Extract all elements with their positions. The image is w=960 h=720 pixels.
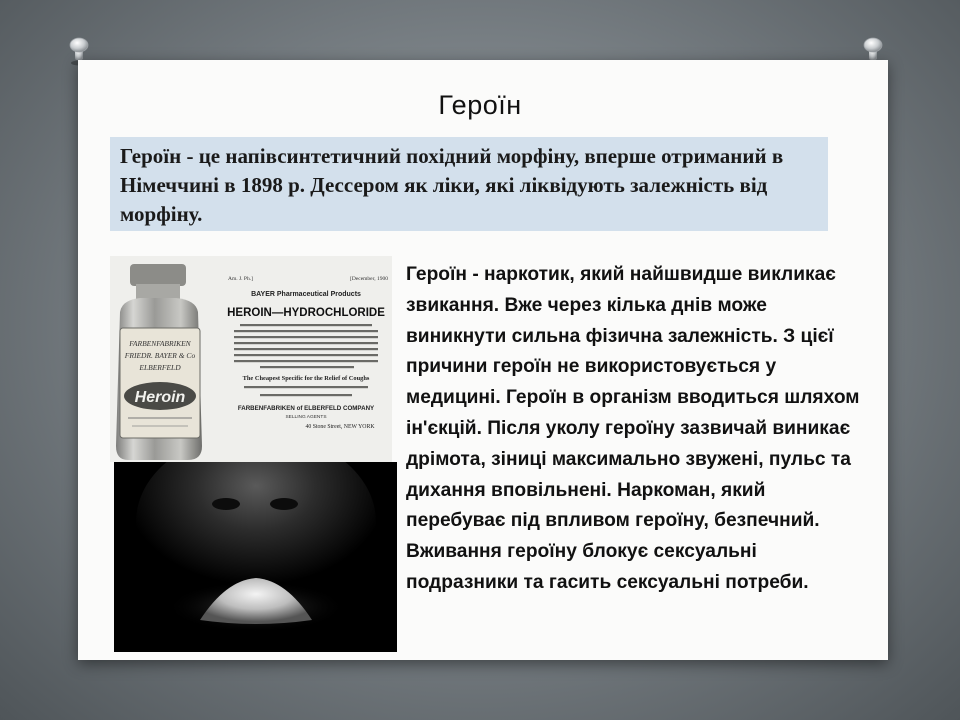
bottle-maker-line1: FARBENFABRIKEN: [129, 339, 191, 348]
ad-top-left: Am. J. Ph.]: [228, 276, 253, 282]
ad-header: BAYER Pharmaceutical Products: [251, 291, 361, 298]
ad-address: 40 Stone Street, NEW YORK: [305, 424, 375, 430]
heroin-bottle-ad-image: [110, 256, 392, 462]
ad-top-right: [December, 1900: [350, 276, 388, 282]
definition-text: Героїн - це напівсинтетичний похідний морфіну, вперше отриманий в Німеччині в 1898 р. Дессером як ліки, які ліквідують залежність від морфіну.: [120, 144, 784, 226]
bottle-label-text: Heroin: [134, 389, 186, 406]
slide-title: Героїн: [438, 90, 522, 120]
ad-agents: SELLING AGENTS: [285, 415, 327, 420]
bottle-maker-line3: ELBERFELD: [139, 363, 181, 372]
bottle-cap: [130, 264, 186, 286]
ad-slogan: The Cheapest Specific for the Relief of Coughs: [242, 375, 370, 382]
definition-box: [110, 137, 828, 231]
powder-pile-photo: [114, 462, 397, 652]
ad-company: FARBENFABRIKEN of ELBERFELD COMPANY: [237, 405, 375, 412]
body-text: Героїн - наркотик, який найшвидше викликає звикання. Вже через кілька днів може виникнути сильна фізична залежність. З цієї причини героїн не використовується у медицині. Героїн в організм вводиться шляхом ін'єкцій. Після уколу героїну зазвичай виникає дрімота, зіниці максимально звужені, пульс та дихання вповільнені. Наркоман, який перебуває під впливом героїну, безпечний. Вживання героїну блокує сексуальні подразники та гасить сексуальні потреби.: [406, 264, 860, 593]
bottle-maker-line2: FRIEDR. BAYER & Co: [124, 351, 196, 360]
ad-product: HEROIN—HYDROCHLORIDE: [227, 307, 385, 319]
